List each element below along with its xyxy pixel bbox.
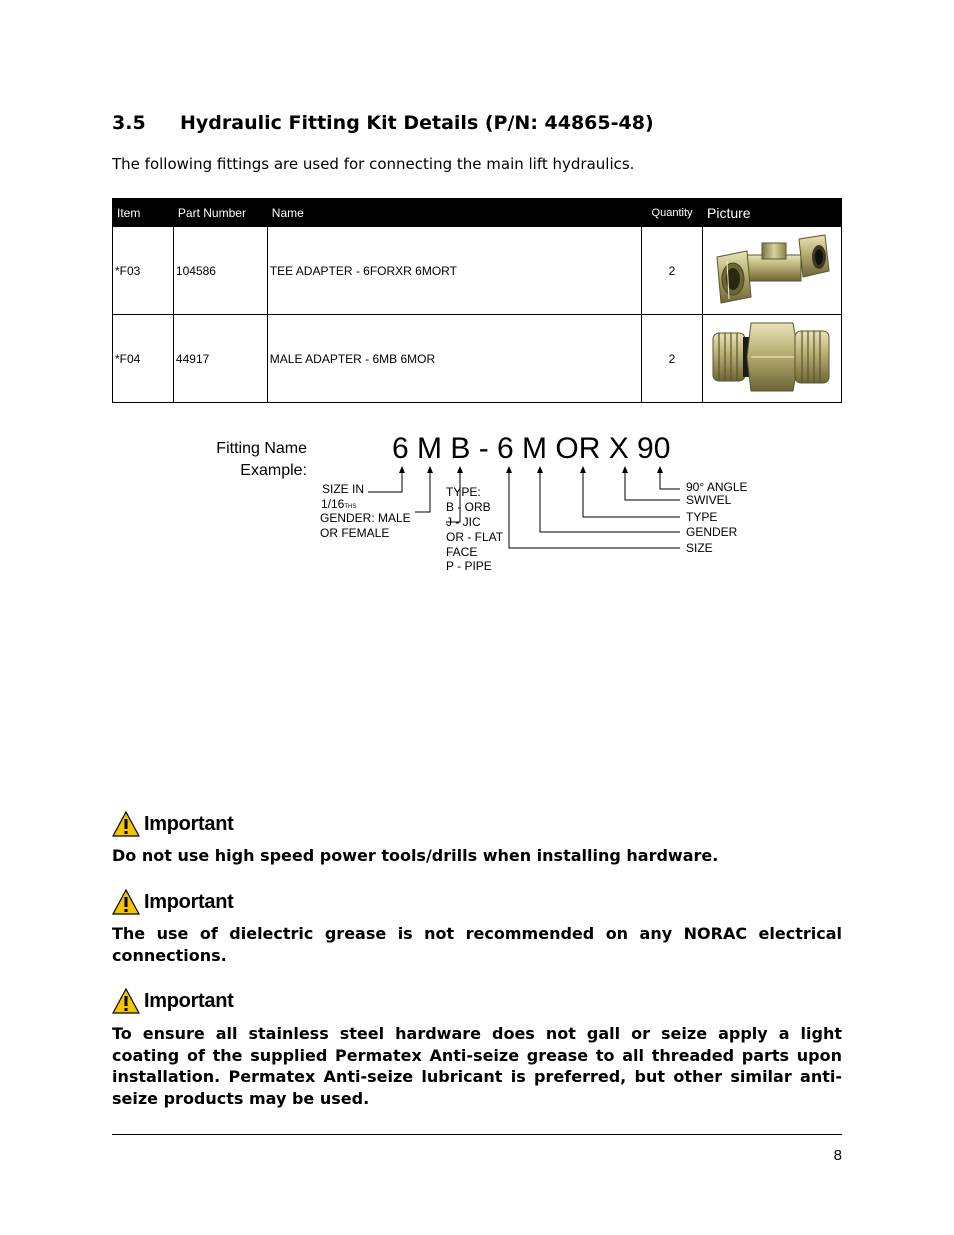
leader-swivel xyxy=(625,470,680,500)
leader-gender-right xyxy=(540,470,680,532)
section-title: Hydraulic Fitting Kit Details (P/N: 44865-48) xyxy=(180,112,654,134)
footer-divider xyxy=(112,1134,842,1135)
label-sixteenths-text: 1/16 xyxy=(321,497,345,511)
label-size-right: SIZE xyxy=(686,541,713,555)
cell-item: *F04 xyxy=(113,315,174,403)
cell-part-number: 44917 xyxy=(173,315,267,403)
label-type-orb: B - ORB xyxy=(446,500,491,514)
important-heading xyxy=(112,811,234,837)
cell-item: *F03 xyxy=(113,227,174,315)
warning-icon xyxy=(112,811,140,837)
leader-gender-left xyxy=(415,470,430,512)
label-type-right: TYPE xyxy=(686,510,718,524)
important-title: Important xyxy=(144,989,234,1012)
example-label-line1: Fitting Name xyxy=(216,440,307,457)
intro-text: The following fittings are used for connecting the main lift hydraulics. xyxy=(112,155,635,173)
header-picture: Picture xyxy=(703,199,842,227)
example-label-line2: Example: xyxy=(240,462,307,479)
cell-quantity: 2 xyxy=(642,315,703,403)
label-angle: 90° ANGLE xyxy=(686,480,748,494)
cell-part-number: 104586 xyxy=(173,227,267,315)
important-text: To ensure all stainless steel hardware does not gall or seize apply a light coating of the supplied Permatex Anti-seize grease to all threaded parts upon installation. Permatex Anti-seize lubricant is preferred, but other similar anti-seize products may be used. xyxy=(112,1024,842,1108)
leader-size-right xyxy=(509,470,680,548)
leader-angle xyxy=(660,470,680,489)
label-size-in: SIZE IN xyxy=(322,482,365,496)
label-type-pipe: P - PIPE xyxy=(446,559,492,573)
cell-quantity: 2 xyxy=(642,227,703,315)
important-title: Important xyxy=(144,812,234,835)
section-number: 3.5 xyxy=(112,112,146,134)
important-heading xyxy=(112,889,234,915)
header-part-number: Part Number xyxy=(173,199,267,227)
important-title: Important xyxy=(144,890,234,913)
important-text: Do not use high speed power tools/drills when installing hardware. xyxy=(112,846,719,865)
warning-icon xyxy=(112,889,140,915)
label-gender-right: GENDER xyxy=(686,525,738,539)
warning-icon xyxy=(112,988,140,1014)
label-type-flat: OR - FLAT xyxy=(446,530,504,544)
header-item: Item xyxy=(113,199,174,227)
label-gender-left-1: GENDER: MALE xyxy=(320,511,411,525)
important-text: The use of dielectric grease is not recommended on any NORAC electrical connections. xyxy=(112,924,842,965)
leader-size-in xyxy=(368,470,402,492)
label-gender-left-2: OR FEMALE xyxy=(320,526,390,540)
label-type-face: FACE xyxy=(446,545,478,559)
cell-name: MALE ADAPTER - 6MB 6MOR xyxy=(267,315,641,403)
fitting-code-example: 6 M B - 6 M OR X 90 xyxy=(392,432,671,465)
page-number: 8 xyxy=(833,1147,842,1164)
leader-type-right xyxy=(583,470,680,517)
label-type-jic: J - JIC xyxy=(446,515,481,529)
header-quantity: Quantity xyxy=(642,199,703,227)
important-heading xyxy=(112,988,234,1014)
header-name: Name xyxy=(267,199,641,227)
label-swivel: SWIVEL xyxy=(686,493,732,507)
label-sixteenths-sub: THS xyxy=(344,504,357,510)
cell-name: TEE ADAPTER - 6FORXR 6MORT xyxy=(267,227,641,315)
label-type-heading: TYPE: xyxy=(446,485,481,499)
